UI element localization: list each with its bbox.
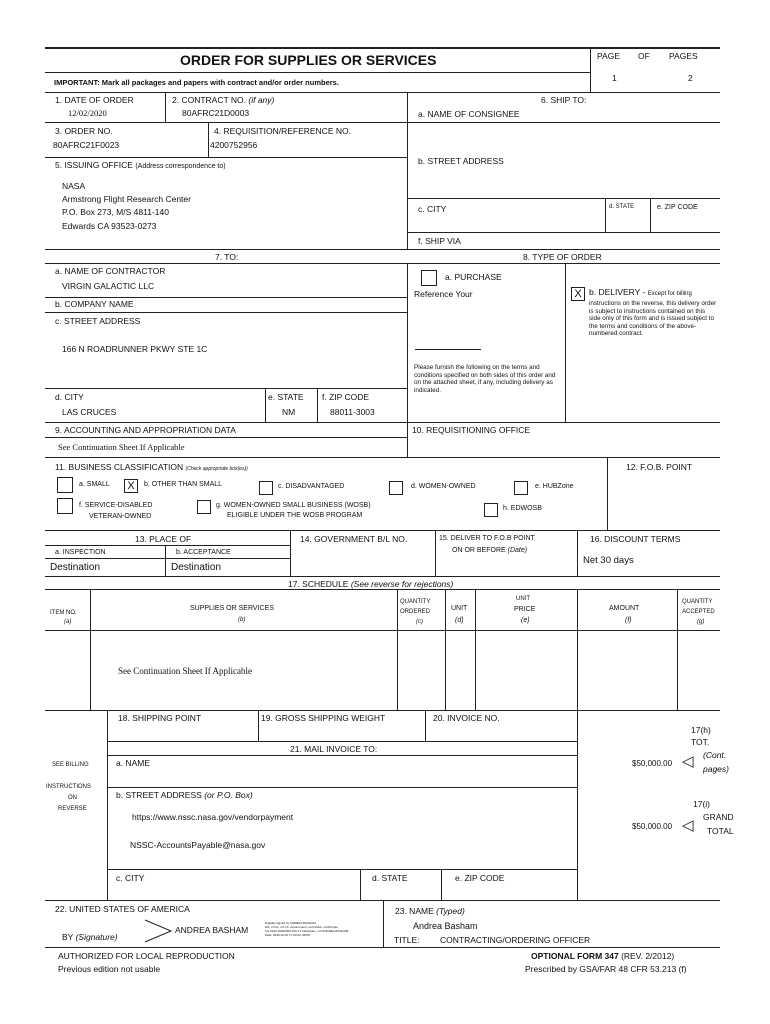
inspection-value: Destination: [50, 562, 101, 573]
deliver-fob-label2: ON OR BEFORE (Date): [452, 547, 528, 554]
title-value: CONTRACTING/ORDERING OFFICER: [440, 935, 591, 945]
of-label: OF: [638, 51, 650, 61]
delivery-text: instructions on the reverse, this delivery order is subject to instructions contained on this side only of this form and is issued subject to the terms and conditions of the above-numbered contract.: [589, 300, 717, 338]
typed-name-label: 23. NAME (Typed): [395, 906, 465, 916]
grand-total-arrow-icon: ◁: [682, 817, 694, 834]
typed-name-value: Andrea Basham: [413, 921, 478, 931]
service-disabled-label: f. SERVICE-DISABLED: [79, 502, 153, 509]
digital-signature-l3: 0.9.2342.19200300.100.1.1=abasham, cn=ANDREA BASHAM: [265, 929, 349, 933]
inspection-label: a. INSPECTION: [55, 549, 106, 556]
invoice-url[interactable]: https://www.nssc.nasa.gov/vendorpayment: [132, 812, 294, 822]
col-price-2: PRICE: [514, 606, 536, 613]
col-qty-3: (c): [416, 619, 423, 625]
billing-line3: ON: [68, 795, 77, 801]
contractor-state-label: e. STATE: [268, 392, 304, 402]
footer-previous: Previous edition not usable: [58, 964, 161, 974]
invoice-city-label: c. CITY: [116, 873, 145, 883]
col-supplies: SUPPLIES OR SERVICES: [190, 605, 274, 612]
edwosb-checkbox[interactable]: [484, 503, 498, 517]
contractor-city-label: d. CITY: [55, 392, 84, 402]
grand-total-value: $50,000.00: [632, 822, 673, 831]
government-bl-label: 14. GOVERNMENT B/L NO.: [300, 534, 408, 544]
acceptance-value: Destination: [171, 562, 222, 573]
order-no-value: 80AFRC21F0023: [53, 140, 120, 150]
signer-name: ANDREA BASHAM: [175, 925, 249, 935]
col-accepted-3: (g): [697, 619, 705, 625]
total-cont-arrow-icon: ◁: [682, 753, 694, 770]
requisition-value: 4200752956: [210, 140, 258, 150]
purchase-label: a. PURCHASE: [445, 272, 502, 282]
wosb-label: g. WOMEN-OWNED SMALL BUSINESS (WOSB): [216, 502, 371, 509]
other-than-small-checkbox[interactable]: X: [124, 479, 138, 493]
digital-signature-l2: DN: c=US, o=U.S. Government, ou=NASA, ou=People,: [265, 925, 339, 929]
veteran-owned-label: VETERAN-OWNED: [89, 513, 152, 520]
invoice-email[interactable]: NSSC-AccountsPayable@nasa.gov: [130, 840, 266, 850]
contractor-zip-value: 88011-3003: [330, 407, 375, 417]
issuing-office-label: 5. ISSUING OFFICE (Address correspondence to): [55, 160, 226, 170]
reference-your-label: Reference Your: [414, 289, 473, 299]
issuing-office-line3: P.O. Box 273, M/S 4811-140: [62, 207, 169, 217]
type-of-order-label: 8. TYPE OF ORDER: [523, 252, 602, 262]
important-notice: IMPORTANT: Mark all packages and papers with contract and/or order numbers.: [54, 78, 339, 87]
footer-authorized: AUTHORIZED FOR LOCAL REPRODUCTION: [58, 951, 235, 961]
total-cont-l2: TOT.: [691, 737, 710, 747]
contractor-name-label: a. NAME OF CONTRACTOR: [55, 266, 166, 276]
place-of-label: 13. PLACE OF: [135, 534, 192, 544]
form-title: ORDER FOR SUPPLIES OR SERVICES: [180, 52, 437, 68]
contract-no-value: 80AFRC21D0003: [182, 108, 250, 118]
order-no-label: 3. ORDER NO.: [55, 126, 113, 136]
deliver-fob-label1: 15. DELIVER TO F.O.B POINT: [439, 535, 535, 542]
to-label: 7. TO:: [215, 252, 239, 262]
total-cont-l1: 17(h): [691, 725, 711, 735]
total-cont-l3: (Cont.: [703, 750, 727, 760]
ship-state-label: d. STATE: [609, 204, 635, 210]
hubzone-label: e. HUBZone: [535, 483, 574, 490]
delivery-checkbox[interactable]: X: [571, 287, 585, 301]
other-than-small-label: b. OTHER THAN SMALL: [144, 481, 223, 488]
gross-weight-label: 19. GROSS SHIPPING WEIGHT: [261, 713, 386, 723]
ship-via-label: f. SHIP VIA: [418, 236, 461, 246]
col-amount: AMOUNT: [609, 605, 640, 612]
billing-line1: SEE BILLING: [52, 762, 89, 768]
usa-label: 22. UNITED STATES OF AMERICA: [55, 904, 190, 914]
ship-to-label: 6. SHIP TO:: [541, 95, 587, 105]
page-value: 1: [612, 73, 617, 83]
small-label: a. SMALL: [79, 481, 110, 488]
mail-invoice-label: 21. MAIL INVOICE TO:: [290, 744, 378, 754]
digital-signature-l4: Date: 2020.12.02 17:00:03 -08'00': [265, 933, 311, 937]
total-cont-value: $50,000.00: [632, 759, 673, 768]
discount-terms-value: Net 30 days: [583, 555, 634, 566]
col-unit: UNIT: [451, 605, 468, 612]
edwosb-label: h. EDWOSB: [503, 505, 542, 512]
hubzone-checkbox[interactable]: [514, 481, 528, 495]
disadvantaged-checkbox[interactable]: [259, 481, 273, 495]
date-of-order-label: 1. DATE OF ORDER: [55, 95, 134, 105]
grand-total-l1: 17(i): [693, 799, 711, 809]
acceptance-label: b. ACCEPTANCE: [176, 549, 231, 556]
ship-street-label: b. STREET ADDRESS: [418, 156, 504, 166]
col-accepted-1: QUANTITY: [682, 599, 713, 605]
women-owned-checkbox[interactable]: [389, 481, 403, 495]
accounting-label: 9. ACCOUNTING AND APPROPRIATION DATA: [55, 425, 236, 435]
ship-zip-label: e. ZIP CODE: [657, 204, 698, 211]
contractor-city-value: LAS CRUCES: [62, 407, 117, 417]
contractor-name-value: VIRGIN GALACTIC LLC: [62, 281, 155, 291]
col-item-no: ITEM NO.: [50, 610, 77, 616]
purchase-checkbox[interactable]: [421, 270, 437, 286]
invoice-street-label: b. STREET ADDRESS (or P.O. Box): [116, 790, 253, 800]
pages-value: 2: [688, 73, 693, 83]
footer-form: OPTIONAL FORM 347 (REV. 2/2012): [531, 951, 675, 961]
col-item-no-sub: (a): [64, 619, 72, 625]
issuing-office-line2: Armstrong Flight Research Center: [62, 194, 191, 204]
footer-prescribed: Prescribed by GSA/FAR 48 CFR 53.213 (f): [525, 964, 687, 974]
schedule-body: See Continuation Sheet If Applicable: [118, 666, 252, 676]
street-address-value: 166 N ROADRUNNER PKWY STE 1C: [62, 344, 208, 354]
invoice-zip-label: e. ZIP CODE: [455, 873, 505, 883]
contractor-state-value: NM: [282, 407, 296, 417]
disadvantaged-label: c. DISADVANTAGED: [278, 483, 345, 490]
billing-line2: INSTRUCTIONS: [46, 784, 91, 790]
col-amount-sub: (f): [625, 617, 632, 624]
delivery-label: b. DELIVERY - Except for billing: [589, 287, 692, 297]
discount-terms-label: 16. DISCOUNT TERMS: [590, 534, 681, 544]
furnish-text: Please furnish the following on the terms and conditions specified on both sides of this order and on the attached sheet, if any, including delivery as indicated.: [414, 364, 556, 394]
date-of-order-value: 12/02/2020: [68, 108, 107, 118]
accounting-value: See Continuation Sheet If Applicable: [58, 442, 185, 452]
col-price-1: UNIT: [516, 596, 530, 602]
issuing-office-line4: Edwards CA 93523-0273: [62, 221, 157, 231]
total-cont-l4: pages): [703, 764, 729, 774]
col-qty-1: QUANTITY: [400, 599, 431, 605]
digital-signature-l1: Digitally signed by ANDREA BASHAM: [265, 921, 316, 925]
title-label: TITLE:: [394, 935, 420, 945]
wosb-checkbox[interactable]: [197, 500, 211, 514]
billing-line4: REVERSE: [58, 806, 87, 812]
contract-no-label: 2. CONTRACT NO. (if any): [172, 95, 275, 105]
grand-total-l3: TOTAL: [707, 826, 734, 836]
consignee-label: a. NAME OF CONSIGNEE: [418, 109, 520, 119]
business-classification-label: 11. BUSINESS CLASSIFICATION (Check appropriate box(es)): [55, 462, 248, 472]
issuing-office-line1: NASA: [62, 181, 86, 191]
invoice-name-label: a. NAME: [116, 758, 151, 768]
requisitioning-office-label: 10. REQUISITIONING OFFICE: [412, 425, 531, 435]
col-supplies-sub: (b): [238, 617, 246, 623]
col-price-3: (e): [521, 617, 530, 624]
company-name-label: b. COMPANY NAME: [55, 299, 134, 309]
invoice-state-label: d. STATE: [372, 873, 408, 883]
reference-line: [415, 349, 481, 350]
ship-city-label: c. CITY: [418, 204, 447, 214]
fob-point-label: 12. F.O.B. POINT: [626, 462, 693, 472]
pages-label: PAGES: [669, 51, 698, 61]
col-accepted-2: ACCEPTED: [682, 609, 715, 615]
street-address-label: c. STREET ADDRESS: [55, 316, 141, 326]
invoice-no-label: 20. INVOICE NO.: [433, 713, 500, 723]
shipping-point-label: 18. SHIPPING POINT: [118, 713, 202, 723]
schedule-label: 17. SCHEDULE (See reverse for rejections): [288, 579, 454, 589]
col-unit-sub: (d): [455, 617, 464, 624]
women-owned-label: d. WOMEN-OWNED: [411, 483, 476, 490]
page-label: PAGE: [597, 51, 620, 61]
contractor-zip-label: f. ZIP CODE: [322, 392, 370, 402]
signature-label: BY (Signature): [62, 932, 118, 942]
signature-arrow-icon: [143, 918, 173, 944]
col-qty-2: ORDERED: [400, 609, 431, 615]
grand-total-l2: GRAND: [703, 812, 734, 822]
small-checkbox[interactable]: [57, 477, 73, 493]
wosb-eligible-label: ELIGIBLE UNDER THE WOSB PROGRAM: [227, 512, 363, 519]
requisition-label: 4. REQUISITION/REFERENCE NO.: [214, 126, 351, 136]
service-disabled-checkbox[interactable]: [57, 498, 73, 514]
